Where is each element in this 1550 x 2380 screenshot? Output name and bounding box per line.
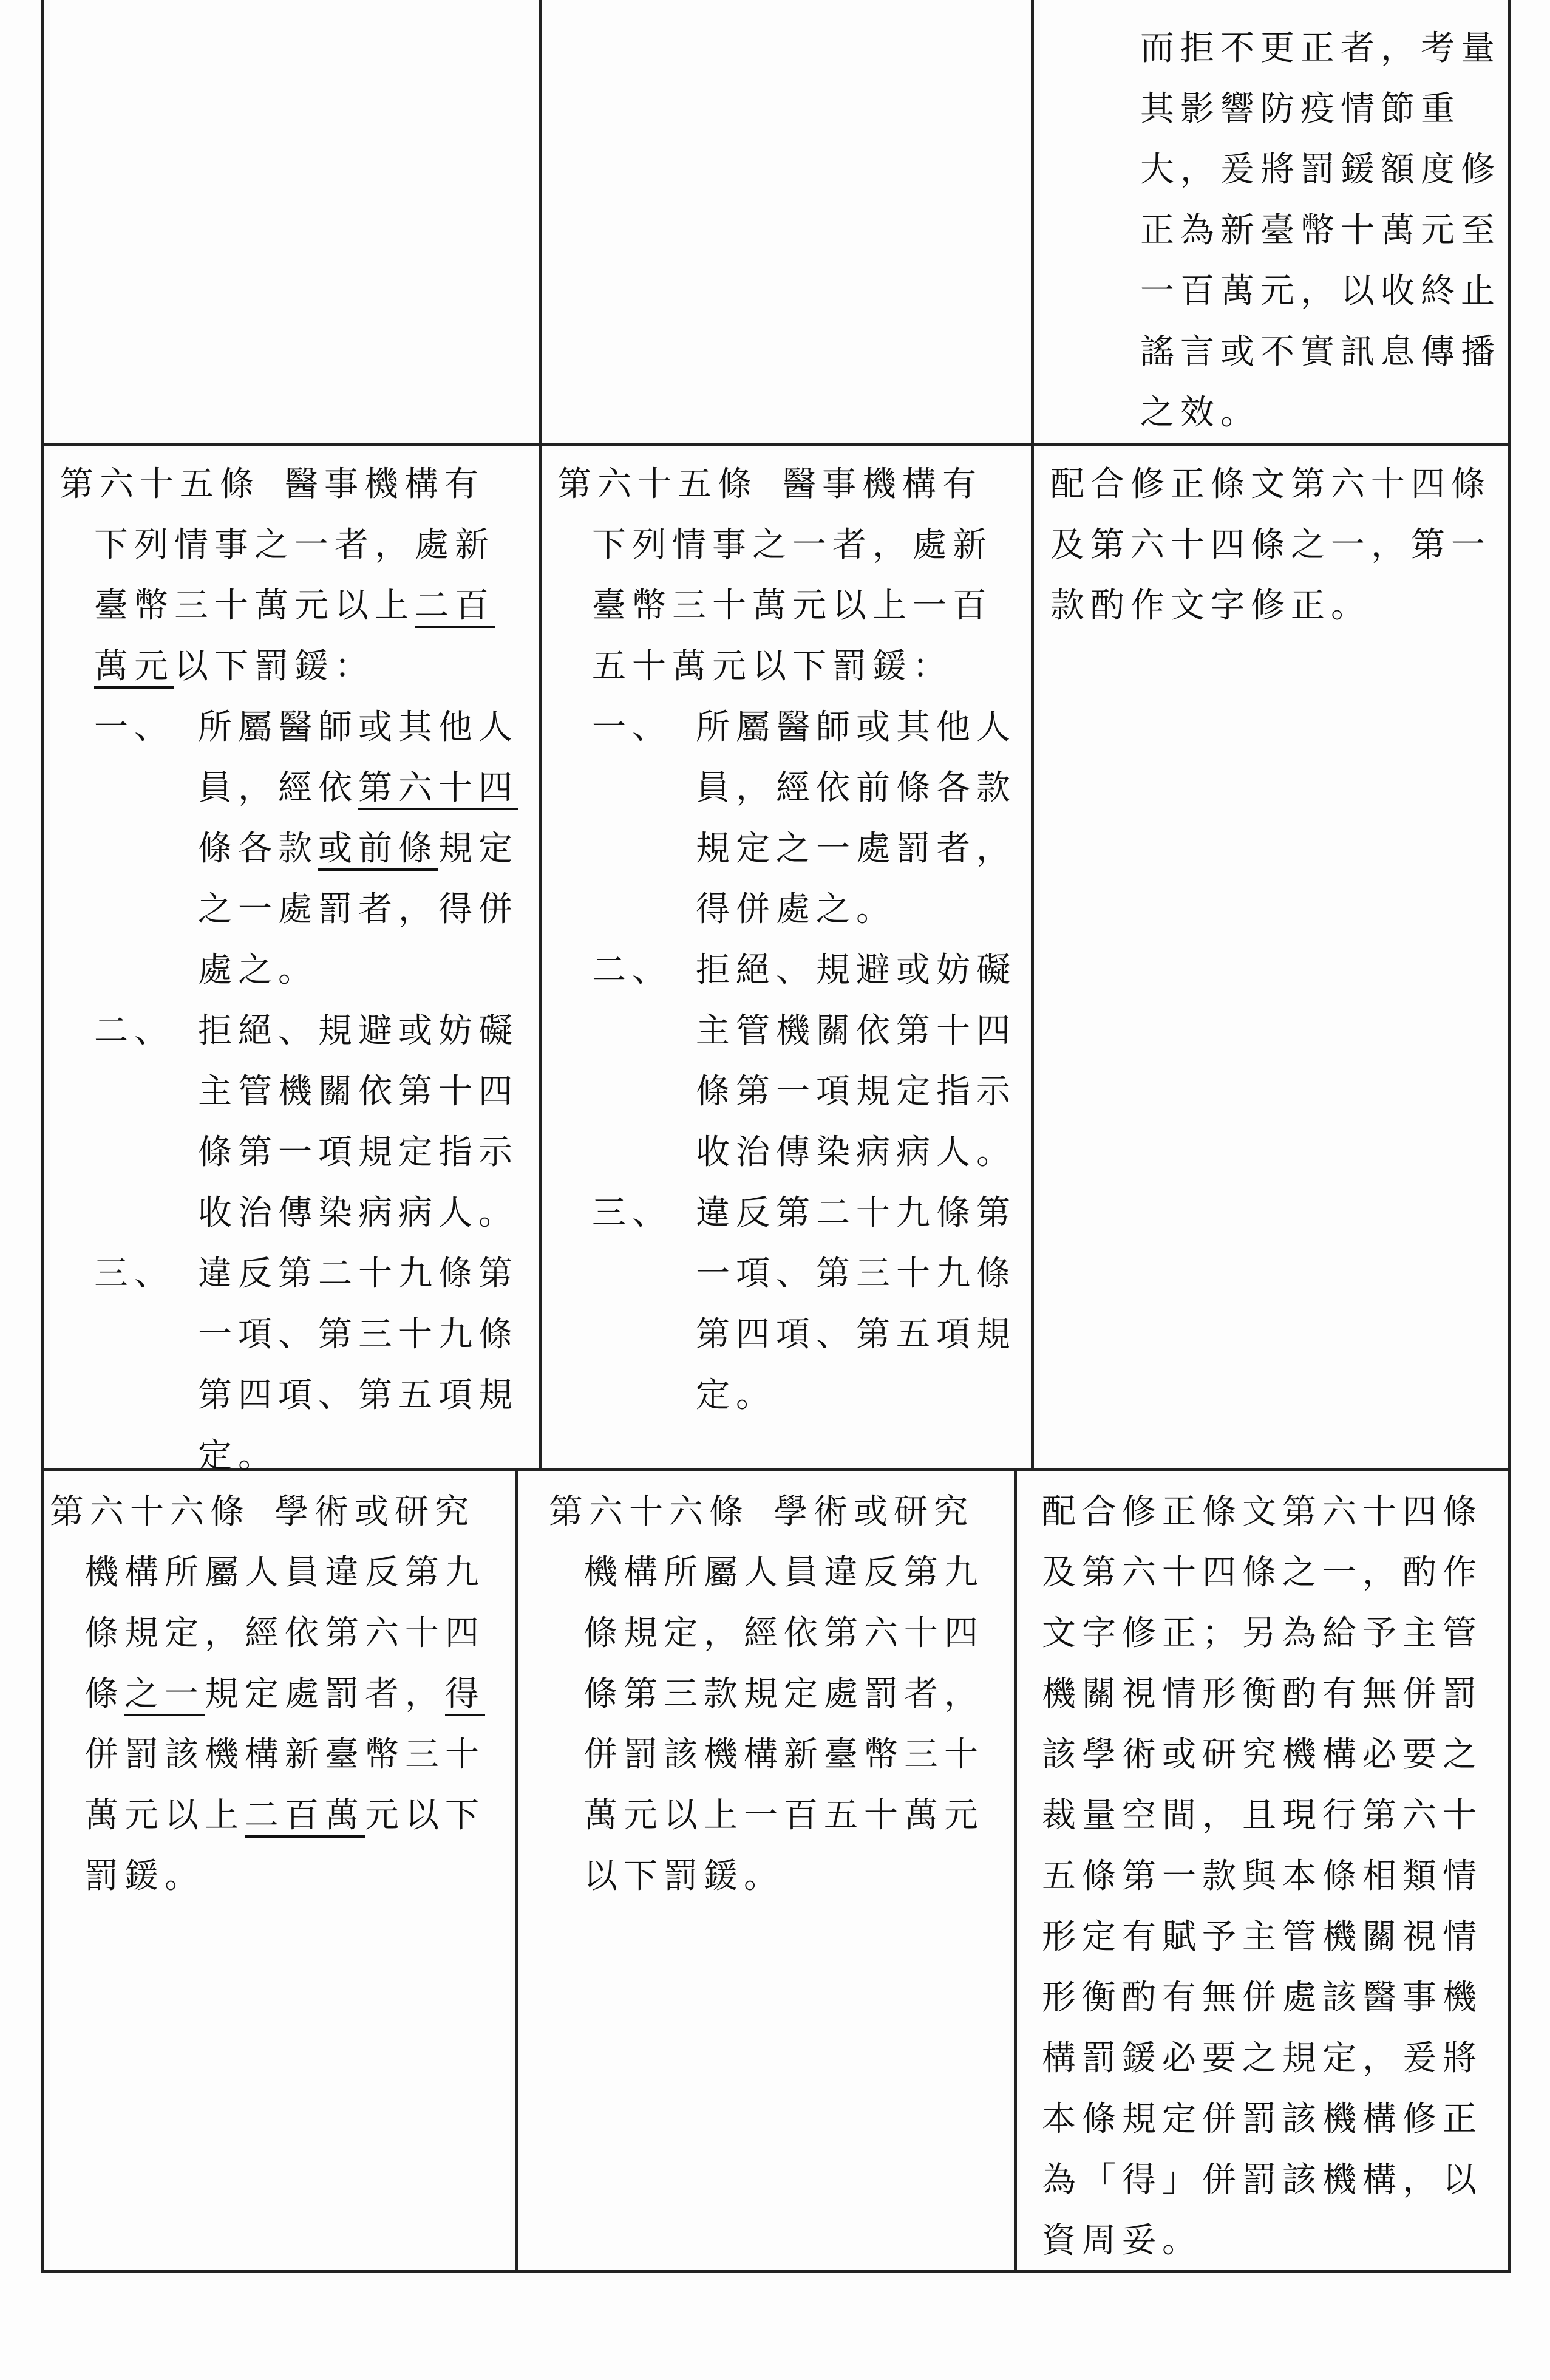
text-line: 規定處罰者，	[205, 1674, 445, 1714]
item-marker: 二、	[592, 950, 672, 990]
column-divider-1	[539, 0, 542, 1470]
text-line: 違反第二十九條第	[696, 1193, 1016, 1233]
text-line: 處之。	[198, 950, 318, 990]
text-line: 違反第二十九條第	[198, 1254, 518, 1294]
text-line: 配合修正條文第六十四條	[1042, 1492, 1483, 1532]
text-line: 臺幣三十萬元以上	[94, 586, 415, 626]
text-line: 構罰鍰必要之規定，爰將	[1042, 2039, 1483, 2078]
row2-explanation	[1042, 1482, 1504, 2271]
text-line: 及第六十四條之一，酌作	[1042, 1553, 1483, 1592]
column-divider-2-lower	[1014, 1470, 1017, 2271]
text-line: 下列情事之一者，處新	[94, 525, 495, 565]
text-line: 五十萬元以下罰鍰：	[592, 647, 953, 686]
row0-explanation	[1140, 18, 1501, 443]
text-line: 條第一項規定指示	[198, 1133, 518, 1172]
text-line: 之一處罰者，得併	[198, 890, 518, 929]
text-line: 主管機關依第十四	[696, 1011, 1016, 1051]
row1-explanation	[1050, 454, 1506, 636]
text-line: 一項、第三十九條	[198, 1315, 518, 1354]
text-line: 正為新臺幣十萬元至	[1140, 211, 1501, 250]
item-marker: 三、	[94, 1254, 174, 1294]
row-divider-1	[41, 443, 1511, 446]
text-line: 為「得」併罰該機構，以	[1042, 2160, 1483, 2200]
article-heading: 第六十五條	[557, 465, 758, 504]
amended-text: 之一	[124, 1674, 205, 1714]
list-item	[59, 1244, 533, 1487]
amended-text: 萬元	[94, 647, 174, 686]
text-line: 形衡酌有無併處該醫事機	[1042, 1978, 1483, 2017]
text-line: 醫事機構有	[284, 465, 484, 504]
list-item	[557, 697, 1025, 940]
text-line: 配合修正條文第六十四條	[1050, 465, 1491, 504]
text-line: 而拒不更正者，考量	[1140, 29, 1501, 68]
text-line: 一項、第三十九條	[696, 1254, 1016, 1294]
text-line: 醫事機構有	[782, 465, 982, 504]
text-line: 機關視情形衡酌有無併罰	[1042, 1674, 1483, 1714]
comparison-table	[41, 0, 1511, 2271]
table-border-left	[41, 0, 44, 2271]
text-line: 規定	[438, 829, 518, 868]
text-line: 本條規定併罰該機構修正	[1042, 2099, 1483, 2139]
text-line: 員，經依前條各款	[696, 768, 1016, 808]
text-line: 及第六十四條之一，第一	[1050, 525, 1491, 565]
article-heading: 第六十五條	[59, 465, 260, 504]
text-line: 機構所屬人員違反第九	[84, 1553, 485, 1592]
text-line: 一百萬元，以收終止	[1140, 271, 1501, 311]
item-marker: 三、	[592, 1193, 672, 1233]
text-line: 條各款	[198, 829, 318, 868]
item-marker: 一、	[94, 708, 174, 747]
text-line: 條規定，經依第六十四	[583, 1614, 984, 1653]
text-line: 併罰該機構新臺幣三十	[583, 1735, 984, 1775]
item-marker: 二、	[94, 1011, 174, 1051]
text-line: 條第三款規定處罰者，	[583, 1674, 984, 1714]
row2-amended-article	[50, 1482, 511, 1907]
text-line: 學術或研究	[773, 1492, 974, 1532]
text-line: 收治傳染病病人。	[696, 1133, 1016, 1172]
text-line: 拒絕、規避或妨礙	[696, 950, 1016, 990]
text-line: 下列情事之一者，處新	[592, 525, 993, 565]
text-line: 主管機關依第十四	[198, 1072, 518, 1111]
text-line: 萬元以上一百五十萬元	[583, 1796, 984, 1835]
row1-amended-article	[59, 454, 533, 1487]
text-line: 學術或研究	[274, 1492, 475, 1532]
text-line: 收治傳染病病人。	[198, 1193, 518, 1233]
text-line: 大，爰將罰鍰額度修	[1140, 150, 1501, 189]
text-line: 款酌作文字修正。	[1050, 586, 1371, 626]
text-line: 條	[84, 1674, 124, 1714]
row2-current-article	[549, 1482, 1010, 1907]
text-line: 規定之一處罰者，	[696, 829, 1016, 868]
text-line: 機構所屬人員違反第九	[583, 1553, 984, 1592]
text-line: 所屬醫師或其他人	[696, 708, 1016, 747]
amended-text: 二百	[415, 586, 495, 626]
text-line: 第四項、第五項規	[696, 1315, 1016, 1354]
text-line: 第四項、第五項規	[198, 1376, 518, 1415]
text-line: 謠言或不實訊息傳播	[1140, 332, 1501, 372]
list-item	[557, 1183, 1025, 1426]
amended-text: 或前條	[318, 829, 438, 868]
text-line: 罰鍰。	[84, 1857, 205, 1896]
text-line: 五條第一款與本條相類情	[1042, 1857, 1483, 1896]
text-line: 之效。	[1140, 393, 1260, 432]
text-line: 得併處之。	[696, 890, 896, 929]
text-line: 條規定，經依第六十四	[84, 1614, 485, 1653]
text-line: 條第一項規定指示	[696, 1072, 1016, 1111]
text-line: 定。	[198, 1436, 278, 1476]
text-line: 文字修正；另為給予主管	[1042, 1614, 1483, 1653]
text-line: 資周妥。	[1042, 2221, 1202, 2260]
amended-text: 第六十四	[358, 768, 518, 808]
amended-text: 得	[445, 1674, 485, 1714]
list-item	[59, 1001, 533, 1244]
text-line: 員，經依	[198, 768, 358, 808]
text-line: 拒絕、規避或妨礙	[198, 1011, 518, 1051]
list-item	[557, 940, 1025, 1183]
text-line: 以下罰鍰：	[174, 647, 375, 686]
column-divider-1-lower	[515, 1470, 518, 2271]
row1-current-article	[557, 454, 1025, 1426]
text-line: 以下罰鍰。	[583, 1857, 784, 1896]
text-line: 定。	[696, 1376, 776, 1415]
text-line: 所屬醫師或其他人	[198, 708, 518, 747]
article-heading: 第六十六條	[50, 1492, 250, 1532]
column-divider-2	[1031, 0, 1034, 1470]
text-line: 臺幣三十萬元以上一百	[592, 586, 993, 626]
text-line: 裁量空間，且現行第六十	[1042, 1796, 1483, 1835]
text-line: 該學術或研究機構必要之	[1042, 1735, 1483, 1775]
text-line: 其影響防疫情節重	[1140, 89, 1461, 129]
text-line: 萬元以上	[84, 1796, 245, 1835]
text-line: 形定有賦予主管機關視情	[1042, 1917, 1483, 1957]
amended-text: 二百萬	[245, 1796, 365, 1835]
table-border-right	[1508, 0, 1511, 2271]
item-marker: 一、	[592, 708, 672, 747]
article-heading: 第六十六條	[549, 1492, 749, 1532]
list-item	[59, 697, 533, 1001]
text-line: 併罰該機構新臺幣三十	[84, 1735, 485, 1775]
text-line: 元以下	[365, 1796, 485, 1835]
